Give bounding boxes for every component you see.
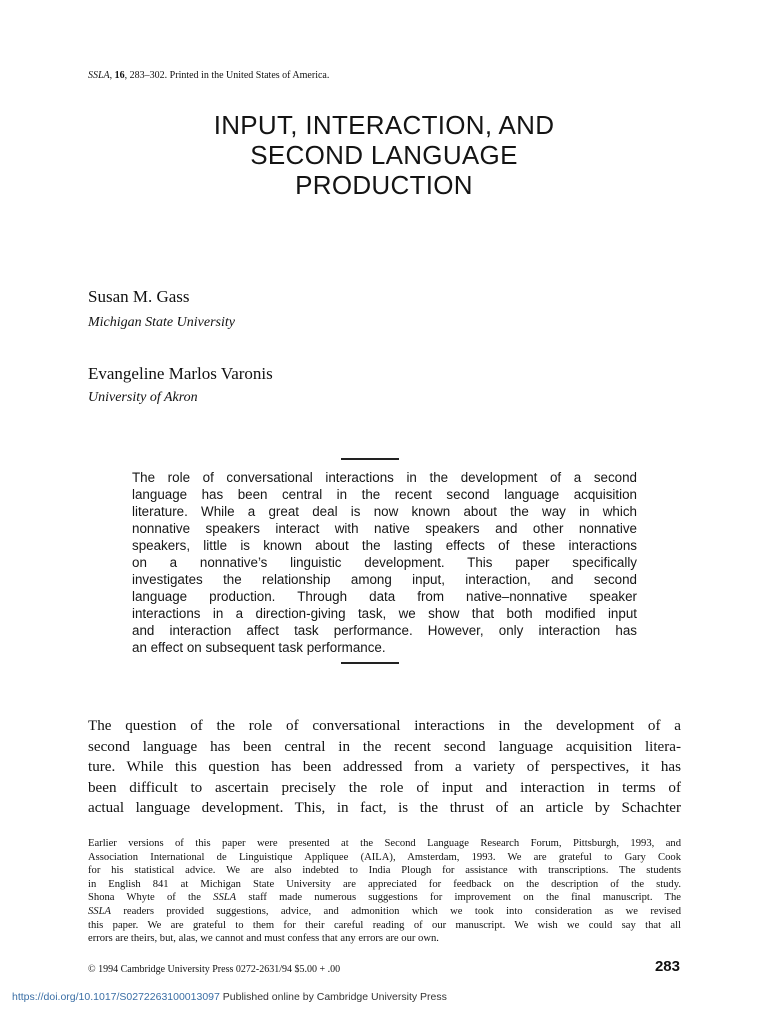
journal-abbreviation: SSLA <box>88 70 110 81</box>
abstract-line: language production. Through data from native–nonnative speaker <box>132 589 637 604</box>
author-name: Susan M. Gass <box>88 287 190 306</box>
abstract-line: on a nonnative’s linguistic development. This paper specifically <box>132 555 637 570</box>
body-line: The question of the role of conversational interactions in the development of a <box>88 718 681 734</box>
title-line: INPUT, INTERACTION, AND <box>213 110 555 140</box>
abstract-line: literature. While a great deal is now known about the way in which <box>132 504 637 519</box>
footnote-text: staff made numerous suggestions for improvement on the final manuscript. The <box>236 892 681 904</box>
author-affiliation: University of Akron <box>88 390 198 405</box>
journal-volume: 16 <box>114 70 125 81</box>
paper-title <box>0 110 768 200</box>
body-line: been difficult to ascertain precisely the role of input and interaction in terms of <box>88 779 681 796</box>
abstract-line: The role of conversational interactions in the development of a second <box>132 470 637 485</box>
acknowledgement-footnote <box>88 837 681 946</box>
footnote-line: this paper. We are grateful to them for their careful reading of our manuscript. We wish we could say that all <box>88 919 681 931</box>
body-line: actual language development. This, in fact, is the thrust of an article by Schachter <box>88 800 681 816</box>
footnote-line: for his statistical advice. We are also indebted to India Plough for assistance with transcriptions. The students <box>88 865 681 877</box>
abstract-line: investigates the relationship among input, interaction, and second <box>132 572 637 587</box>
abstract-line: an effect on subsequent task performance. <box>132 640 386 655</box>
journal-abbreviation: SSLA <box>213 892 237 904</box>
footnote-line: errors are theirs, but, alas, we cannot and must confess that any errors are our own. <box>88 933 439 945</box>
author-affiliation: Michigan State University <box>88 315 235 330</box>
abstract-bottom-rule <box>341 662 399 664</box>
abstract <box>132 469 637 656</box>
footnote-line: Earlier versions of this paper were presented at the Second Language Research Forum, Pittsburgh, 1993, and <box>88 838 681 849</box>
abstract-line: and interaction affect task performance. However, only interaction has <box>132 623 637 638</box>
copyright-line: © 1994 Cambridge University Press 0272-2631/94 $5.00 + .00 <box>88 964 341 975</box>
journal-citation: SSLA, 16, 283–302. Printed in the United States of America. <box>88 70 330 81</box>
abstract-line: speakers, little is known about the lasting effects of these interactions <box>132 538 637 553</box>
footnote-line <box>88 905 681 919</box>
page-number: 283 <box>654 958 680 975</box>
title-line: SECOND LANGUAGE <box>250 140 518 170</box>
abstract-line: nonnative speakers interact with native speakers and other nonnative <box>132 521 637 536</box>
body-paragraph <box>88 716 681 819</box>
body-line: second language has been central in the recent second language acquisition litera- <box>88 738 681 755</box>
footnote-text: Shona Whyte of the <box>88 892 214 904</box>
footnote-line <box>88 891 681 905</box>
footnote-text: readers provided suggestions, advice, and admonition which we took into consideration as we revised <box>110 905 681 917</box>
journal-abbreviation: SSLA <box>88 905 111 917</box>
abstract-line: language has been central in the recent second language acquisition <box>132 487 637 502</box>
footnote-line: Association International de Linguistique Appliquee (AILA), Amsterdam, 1993. We are grateful to Gary Cook <box>88 851 681 863</box>
author-name: Evangeline Marlos Varonis <box>88 364 273 383</box>
abstract-line: interactions in a direction-giving task, we show that both modified input <box>132 606 637 621</box>
title-line: PRODUCTION <box>295 170 473 200</box>
footnote-line: in English 841 at Michigan State University are appreciated for feedback on the description of the study. <box>88 878 681 890</box>
doi-link[interactable]: https://doi.org/10.1017/S0272263100013097 <box>12 991 220 1003</box>
journal-pages: , 283–302. Printed in the United States of America. <box>124 70 330 81</box>
body-line: ture. While this question has been addressed from a variety of perspectives, it has <box>88 759 681 775</box>
doi-footer <box>12 991 447 1004</box>
abstract-top-rule <box>341 458 399 460</box>
publisher-note: Published online by Cambridge University Press <box>219 991 447 1003</box>
